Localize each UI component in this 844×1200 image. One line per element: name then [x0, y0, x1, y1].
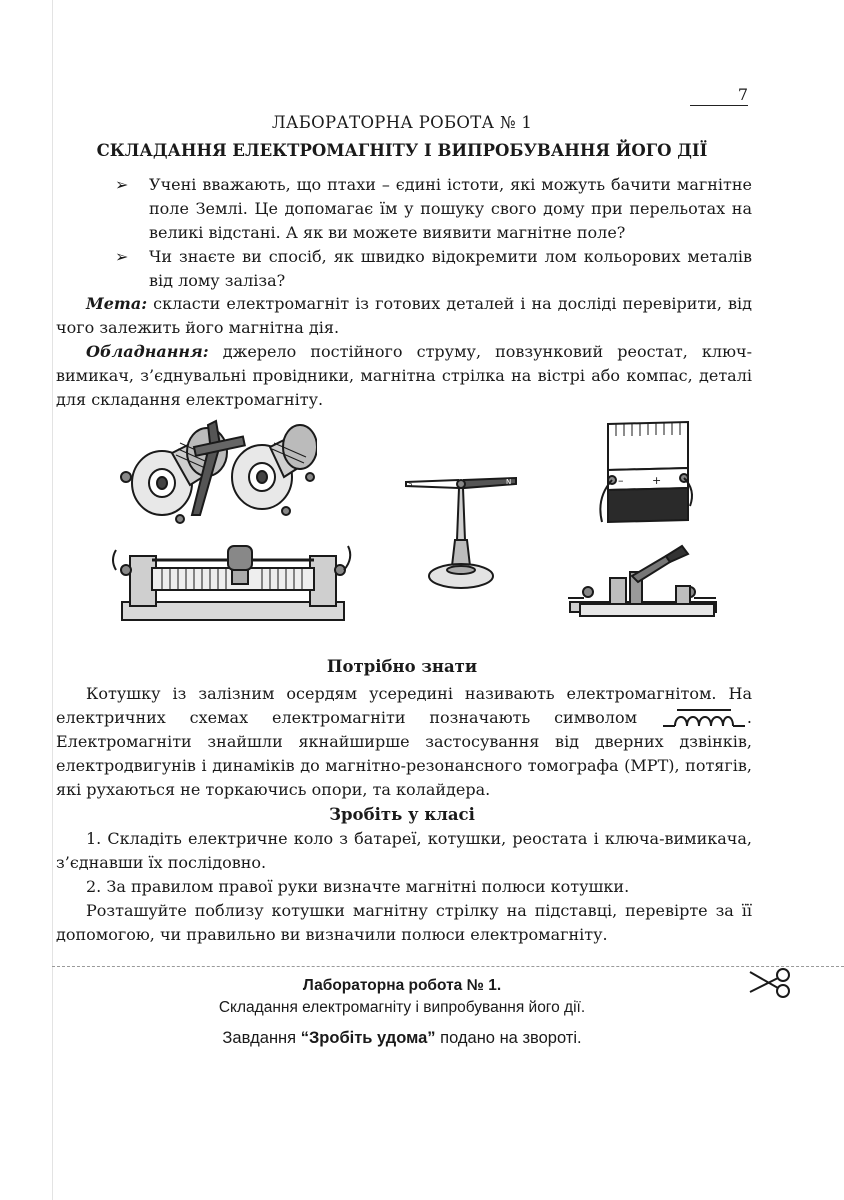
knife-switch-illustration: [566, 542, 726, 622]
equipment-paragraph: [56, 340, 752, 412]
coil-symbol-icon: [661, 708, 747, 730]
goal-text: скласти електромагніт із готових деталей і на досліді перевірити, від чого залежить його магнітна дія.: [56, 294, 752, 337]
step-three: Розташуйте поблизу котушки магнітну стрілку на підставці, перевірте за її допомогою, чи правильно ви визначили полюси електромагніту.: [56, 901, 752, 944]
cut-line: [52, 966, 844, 967]
slide-rheostat-illustration: [112, 540, 357, 630]
need-to-know-paragraph: [56, 682, 752, 802]
needle-south-mark: S: [408, 480, 413, 488]
need-to-know-heading: Потрібно знати: [326, 657, 478, 676]
goal-label: Мета:: [86, 294, 148, 313]
need-to-know-text-before: Котушку із залізним осердям усередині називають електромагнітом. На електричних схемах електромагніти позначають символом: [56, 684, 752, 727]
footer-subtitle: Складання електромагніту і випробування його дії.: [218, 999, 586, 1016]
question-text: Чи знаєте ви спосіб, як швидко відокремити лом кольорових металів від лому заліза?: [149, 247, 752, 290]
do-in-class-heading: Зробіть у класі: [329, 805, 475, 824]
footer-title: Лабораторна робота № 1.: [302, 977, 502, 994]
lab-title: ЛАБОРАТОРНА РОБОТА № 1: [271, 113, 533, 132]
dc-power-source-illustration: [588, 418, 698, 528]
step-two: 2. За правилом правої руки визначте магнітні полюси котушки.: [86, 877, 630, 896]
arrow-bullet-icon: ➢: [115, 247, 129, 266]
page-edge: [52, 0, 53, 1200]
magnetic-needle-illustration: [398, 470, 526, 595]
footer-note-bold: “Зробіть удома”: [300, 1029, 436, 1047]
step-one: 1. Складіть електричне коло з батареї, котушки, реостата і ключа-вимикача, з’єднавши їх послідовно.: [56, 829, 752, 872]
footer-note-after: подано на звороті.: [435, 1029, 582, 1047]
list-item: [115, 173, 752, 245]
battery-plus-mark: +: [652, 474, 662, 487]
footer-note: [52, 1029, 752, 1048]
page-number: 7: [690, 86, 748, 106]
arrow-bullet-icon: ➢: [115, 175, 129, 194]
battery-minus-mark: –: [618, 474, 624, 487]
equipment-text: джерело постійного струму, повзунковий реостат, ключ-вимикач, з’єднувальні провідники, магнітна стрілка на вістрі або компас, деталі для складання електромагніту.: [56, 342, 752, 409]
question-text: Учені вважають, що птахи – єдині істоти, які можуть бачити магнітне поле Землі. Це допомагає їм у пошуку свого дому при перельотах на великі відстані. А як ви можете виявити магнітне поле?: [149, 175, 752, 242]
electromagnet-parts-illustration: [112, 415, 317, 525]
list-item: [115, 245, 752, 293]
scissors-icon: [748, 964, 792, 1004]
goal-paragraph: [56, 292, 752, 340]
need-to-know-text-after: . Електромагніти знайшли якнайширше застосування від дверних дзвінків, електродвигунів і динаміків до магнітно-резонансного томографа (МРТ), потягів, які рухаються не торкаючись опори, та колайдера.: [56, 708, 752, 799]
intro-questions: [115, 173, 752, 293]
footer-note-before: Завдання: [222, 1029, 301, 1047]
equipment-label: Обладнання:: [86, 342, 209, 361]
lab-subtitle: СКЛАДАННЯ ЕЛЕКТРОМАГНІТУ І ВИПРОБУВАННЯ ЙОГО ДІЇ: [96, 141, 708, 160]
needle-north-mark: N: [506, 478, 512, 486]
